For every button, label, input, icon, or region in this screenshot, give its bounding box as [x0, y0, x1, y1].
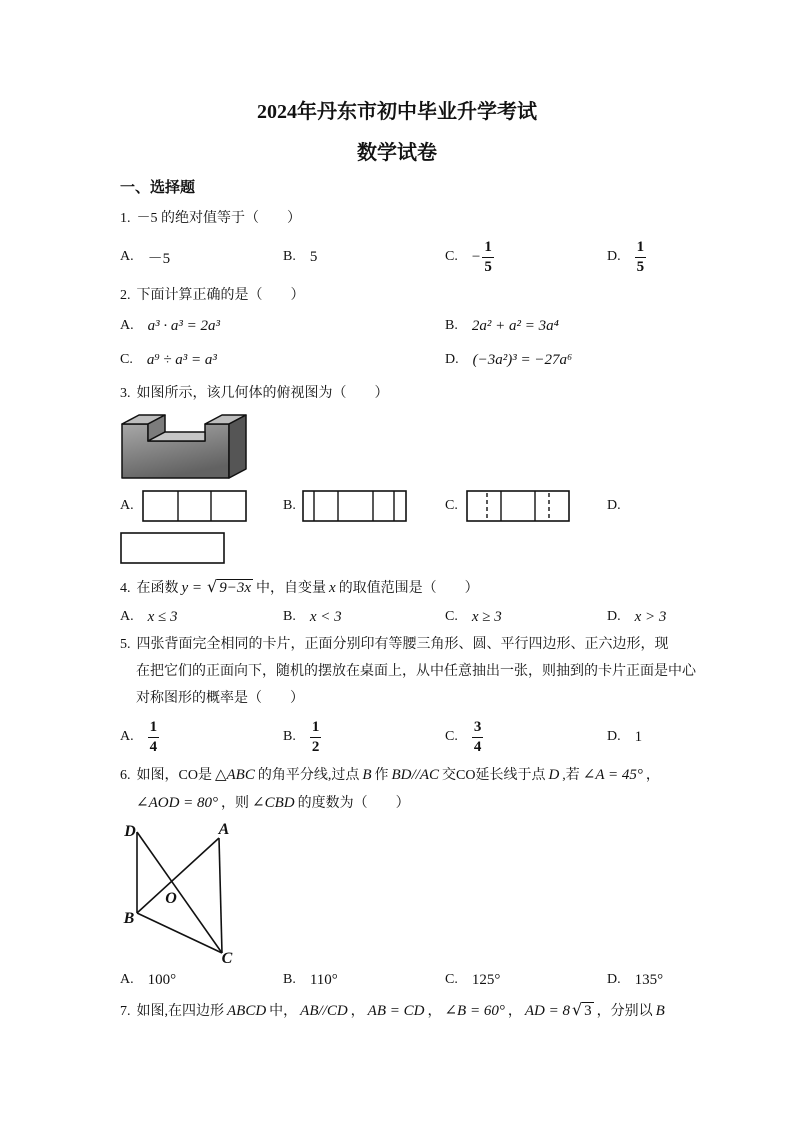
math-term: AD = 8: [524, 1003, 570, 1019]
question-text: 中，: [269, 1004, 298, 1019]
segment-dc: [137, 832, 222, 953]
question-6-stem-line-1: [120, 765, 660, 785]
option-label: C.: [445, 729, 458, 744]
outline-rect: [467, 491, 569, 521]
option-label: D.: [607, 498, 621, 513]
math-term: BD//AC: [391, 767, 439, 783]
question-text: 的角平分线,过点: [257, 768, 360, 783]
math-term: △ABC: [214, 767, 255, 783]
q5-option-c: [445, 717, 483, 757]
question-text: ，: [427, 1004, 442, 1019]
option-value: 135°: [634, 971, 664, 988]
q3-option-d-figure: [119, 531, 227, 565]
question-text: 如图,在四边形: [136, 1004, 224, 1019]
fraction-numerator: 1: [310, 719, 322, 738]
question-number: 2.: [120, 288, 131, 303]
question-5-stem-line-2: 在把它们的正面向下，随机的摆放在桌面上，从中任意抽出一张，则抽到的卡片正面是中心: [136, 664, 696, 679]
fraction-denominator: 4: [149, 738, 158, 755]
question-number: 7.: [120, 1004, 131, 1019]
fraction-numerator: 3: [472, 719, 484, 738]
math-term: ABCD: [227, 1003, 267, 1019]
question-text: 如图所示，该几何体的俯视图为（ ）: [136, 386, 389, 401]
option-expression: a⁹ ÷ a³ = a³: [146, 351, 217, 368]
q3-option-a-figure: [141, 489, 249, 523]
question-7-stem: [120, 1000, 668, 1020]
q3-solid-figure: [118, 410, 250, 482]
fraction: [148, 719, 160, 756]
point-label-o: O: [165, 890, 177, 907]
question-text: 四张背面完全相同的卡片，正面分别印有等腰三角形、圆、平行四边形、正六边形，现: [136, 637, 669, 652]
q6-option-d: [607, 960, 663, 1000]
option-label: A.: [120, 609, 134, 624]
fraction: [310, 719, 322, 756]
option-label: D.: [607, 609, 621, 624]
question-text: 如图，CO是: [136, 768, 212, 783]
option-expression: (−3a²)³ = −27a⁶: [472, 351, 573, 368]
outline-rect: [121, 533, 224, 563]
question-2-stem: [120, 286, 305, 306]
option-value: 5: [309, 248, 318, 265]
option-label: A.: [120, 249, 134, 264]
option-label: A.: [120, 498, 134, 513]
point-label-a: A: [218, 821, 230, 838]
minus-sign: −: [471, 248, 481, 265]
option-label: B.: [283, 729, 296, 744]
q6-option-c: [445, 960, 500, 1000]
question-1-stem: [120, 209, 301, 229]
option-label: C.: [445, 609, 458, 624]
exam-subtitle: 数学试卷: [357, 142, 437, 164]
option-expression: x < 3: [309, 608, 342, 625]
option-value: －5: [147, 250, 171, 267]
option-value: 1: [634, 728, 643, 745]
q1-option-d: [607, 237, 646, 277]
q5-option-b: [283, 717, 321, 757]
math-term: ∠A = 45°: [582, 767, 643, 783]
fraction-numerator: 1: [482, 239, 494, 258]
right-side-face: [229, 415, 246, 478]
q6-option-a: [120, 960, 176, 1000]
q3-option-d: [607, 486, 635, 526]
option-label: C.: [120, 352, 133, 367]
question-text: ，: [645, 768, 660, 783]
question-number: 3.: [120, 386, 131, 401]
section-title: 一、选择题: [120, 180, 196, 196]
q1-option-b: [283, 237, 317, 277]
question-text: ，分别以: [596, 1004, 653, 1019]
math-term: D: [548, 767, 560, 783]
question-5-stem-line-1: [120, 635, 669, 655]
fraction-numerator: 1: [148, 719, 160, 738]
radicand: 3: [584, 1003, 592, 1019]
q6-triangle-figure: [118, 818, 238, 970]
q4-option-a: [120, 597, 178, 637]
option-expression: x ≥ 3: [471, 608, 502, 625]
question-text: 交CO延长线于点: [442, 768, 546, 783]
math-term: ∠B = 60°: [444, 1003, 505, 1019]
segment-ac: [219, 838, 222, 953]
option-label: D.: [607, 729, 621, 744]
option-label: B.: [283, 972, 296, 987]
option-label: C.: [445, 249, 458, 264]
question-number: 5.: [120, 637, 131, 652]
q5-option-d: [607, 717, 642, 757]
option-expression: x > 3: [634, 608, 667, 625]
question-4-stem: [120, 577, 479, 597]
question-text: ，: [507, 1004, 522, 1019]
option-value: 125°: [471, 971, 501, 988]
math-term: ∠CBD: [252, 795, 295, 811]
option-label: D.: [607, 249, 621, 264]
fraction-denominator: 2: [311, 738, 320, 755]
math-term: AB//CD: [300, 1003, 348, 1019]
question-text: 下面计算正确的是（ ）: [136, 288, 305, 303]
option-label: C.: [445, 972, 458, 987]
math-term: ∠AOD = 80°: [136, 795, 219, 811]
option-label: A.: [120, 318, 134, 333]
outline-rect: [303, 491, 406, 521]
question-6-stem-line-2: [136, 793, 410, 813]
segment-bc: [137, 913, 222, 953]
question-text: －5 的绝对值等于（ ）: [136, 211, 301, 226]
point-label-d: D: [124, 823, 136, 840]
fraction-denominator: 5: [484, 258, 492, 275]
fraction: [482, 239, 494, 276]
question-number: 1.: [120, 211, 131, 226]
function-lhs: y =: [181, 580, 203, 596]
radicand: 9−3x: [219, 580, 252, 596]
point-label-b: B: [123, 910, 135, 927]
fraction-denominator: 4: [473, 738, 482, 755]
question-number: 6.: [120, 768, 131, 783]
variable: x: [329, 580, 336, 596]
question-text: ，: [350, 1004, 365, 1019]
math-term: B: [655, 1003, 665, 1019]
math-term: AB = CD: [367, 1003, 425, 1019]
question-3-stem: [120, 384, 389, 404]
point-label-c: C: [221, 950, 233, 967]
exam-title: 2024年丹东市初中毕业升学考试: [257, 101, 537, 123]
question-text: ,若: [562, 768, 580, 783]
option-label: A.: [120, 729, 134, 744]
question-5-stem-line-3: 对称图形的概率是（ ）: [136, 691, 304, 706]
q3-option-c-figure: [465, 489, 573, 523]
q4-option-c: [445, 597, 502, 637]
fraction-numerator: 1: [635, 239, 647, 258]
option-value: 110°: [309, 971, 338, 988]
radical-sign: √: [571, 1000, 583, 1019]
option-label: A.: [120, 972, 134, 987]
q2-option-c: [120, 340, 217, 380]
outline-rect: [143, 491, 246, 521]
q5-option-a: [120, 717, 159, 757]
option-label: C.: [445, 498, 458, 513]
q1-option-c: [445, 237, 494, 277]
q6-option-b: [283, 960, 338, 1000]
option-value: 100°: [147, 971, 177, 988]
question-text: 作: [374, 768, 389, 783]
option-label: B.: [283, 498, 296, 513]
fraction-denominator: 5: [636, 258, 645, 275]
q3-option-b-figure: [301, 489, 409, 523]
q1-option-a: [120, 237, 170, 277]
radical-sign: √: [207, 577, 218, 596]
question-number: 4.: [120, 581, 131, 596]
math-term: B: [362, 767, 372, 783]
fraction: [635, 239, 647, 276]
question-text: ，则: [221, 796, 250, 811]
q2-option-d: [445, 340, 572, 380]
option-label: B.: [283, 249, 296, 264]
question-text: 的度数为（ ）: [297, 796, 410, 811]
q4-option-b: [283, 597, 342, 637]
option-label: B.: [283, 609, 296, 624]
fraction: [472, 719, 484, 756]
option-label: D.: [445, 352, 459, 367]
question-text: 在函数: [136, 581, 179, 596]
question-text: 的取值范围是（ ）: [338, 581, 479, 596]
question-text: 中，自变量: [256, 581, 327, 596]
option-label: D.: [607, 972, 621, 987]
q4-option-d: [607, 597, 666, 637]
option-expression: 2a² + a² = 3a⁴: [471, 317, 559, 334]
option-label: B.: [445, 318, 458, 333]
option-expression: a³ · a³ = 2a³: [147, 317, 220, 334]
option-expression: x ≤ 3: [147, 608, 178, 625]
